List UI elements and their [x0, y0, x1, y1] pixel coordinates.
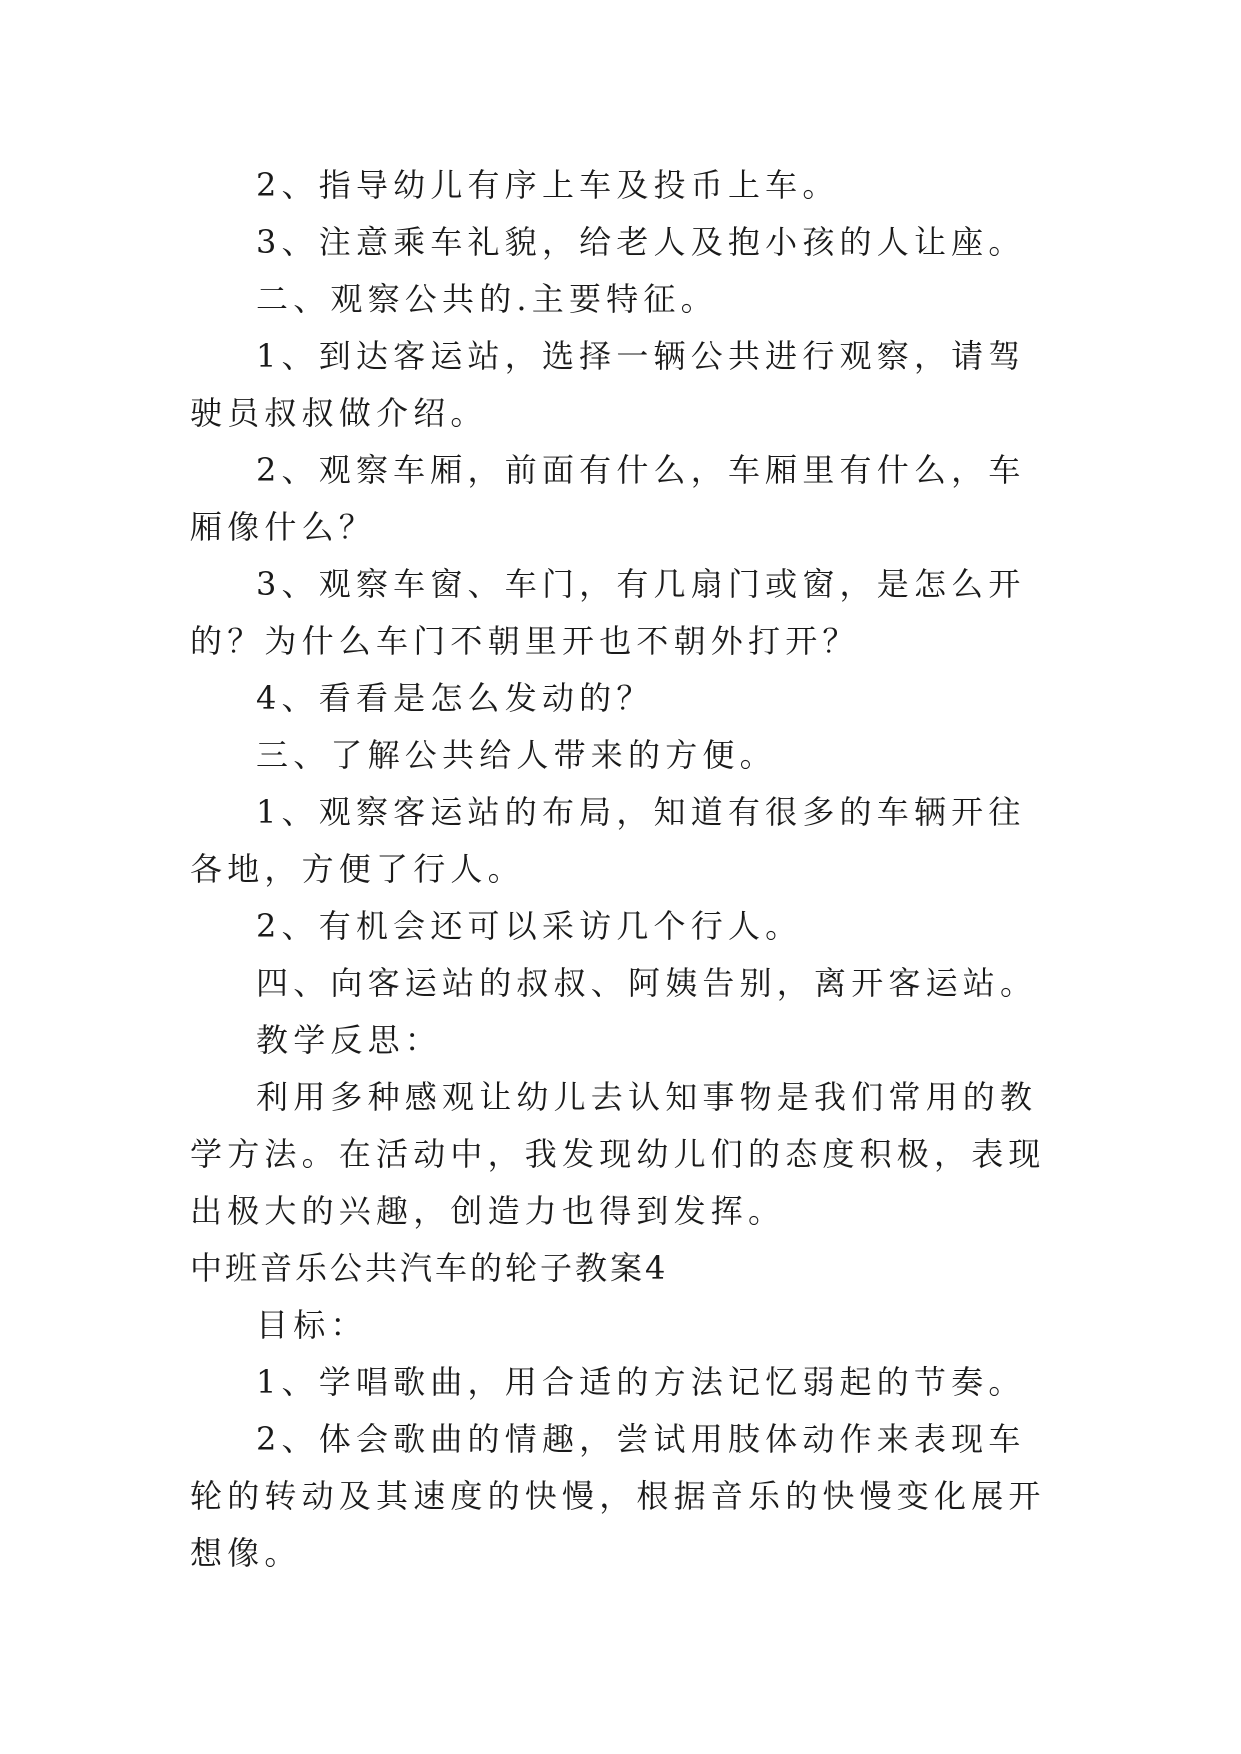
section-paragraph-2: 1、学唱歌曲，用合适的方法记忆弱起的节奏。: [256, 1363, 1026, 1401]
paragraph-11: 四、向客运站的叔叔、阿姨告别，离开客运站。: [256, 964, 1038, 1002]
paragraph-3: 二、观察公共的.主要特征。: [256, 280, 718, 318]
paragraph-4: 1、到达客运站，选择一辆公共进行观察，请驾驶员叔叔做介绍。: [190, 337, 1026, 432]
section-title: 中班音乐公共汽车的轮子教案4: [190, 1249, 669, 1287]
paragraph-6: 3、观察车窗、车门，有几扇门或窗，是怎么开的？为什么车门不朝里开也不朝外打开？: [190, 565, 1026, 660]
paragraph-8: 三、了解公共给人带来的方便。: [256, 736, 777, 774]
paragraph-1: 2、指导幼儿有序上车及投币上车。: [256, 166, 840, 204]
paragraph-7: 4、看看是怎么发动的？: [256, 679, 654, 717]
paragraph-12: 教学反思：: [256, 1021, 443, 1059]
section-paragraph-3: 2、体会歌曲的情趣，尝试用肢体动作来表现车轮的转动及其速度的快慢，根据音乐的快慢变化展开想像。: [190, 1420, 1046, 1572]
paragraph-9: 1、观察客运站的布局，知道有很多的车辆开往各地，方便了行人。: [190, 793, 1026, 888]
paragraph-2: 3、注意乘车礼貌，给老人及抱小孩的人让座。: [256, 223, 1026, 261]
section-paragraph-1: 目标：: [256, 1306, 368, 1344]
paragraph-10: 2、有机会还可以采访几个行人。: [256, 907, 803, 945]
paragraph-13: 利用多种感观让幼儿去认知事物是我们常用的教学方法。在活动中，我发现幼儿们的态度积极，表现出极大的兴趣，创造力也得到发挥。: [190, 1078, 1046, 1230]
paragraph-5: 2、观察车厢，前面有什么，车厢里有什么，车厢像什么？: [190, 451, 1026, 546]
